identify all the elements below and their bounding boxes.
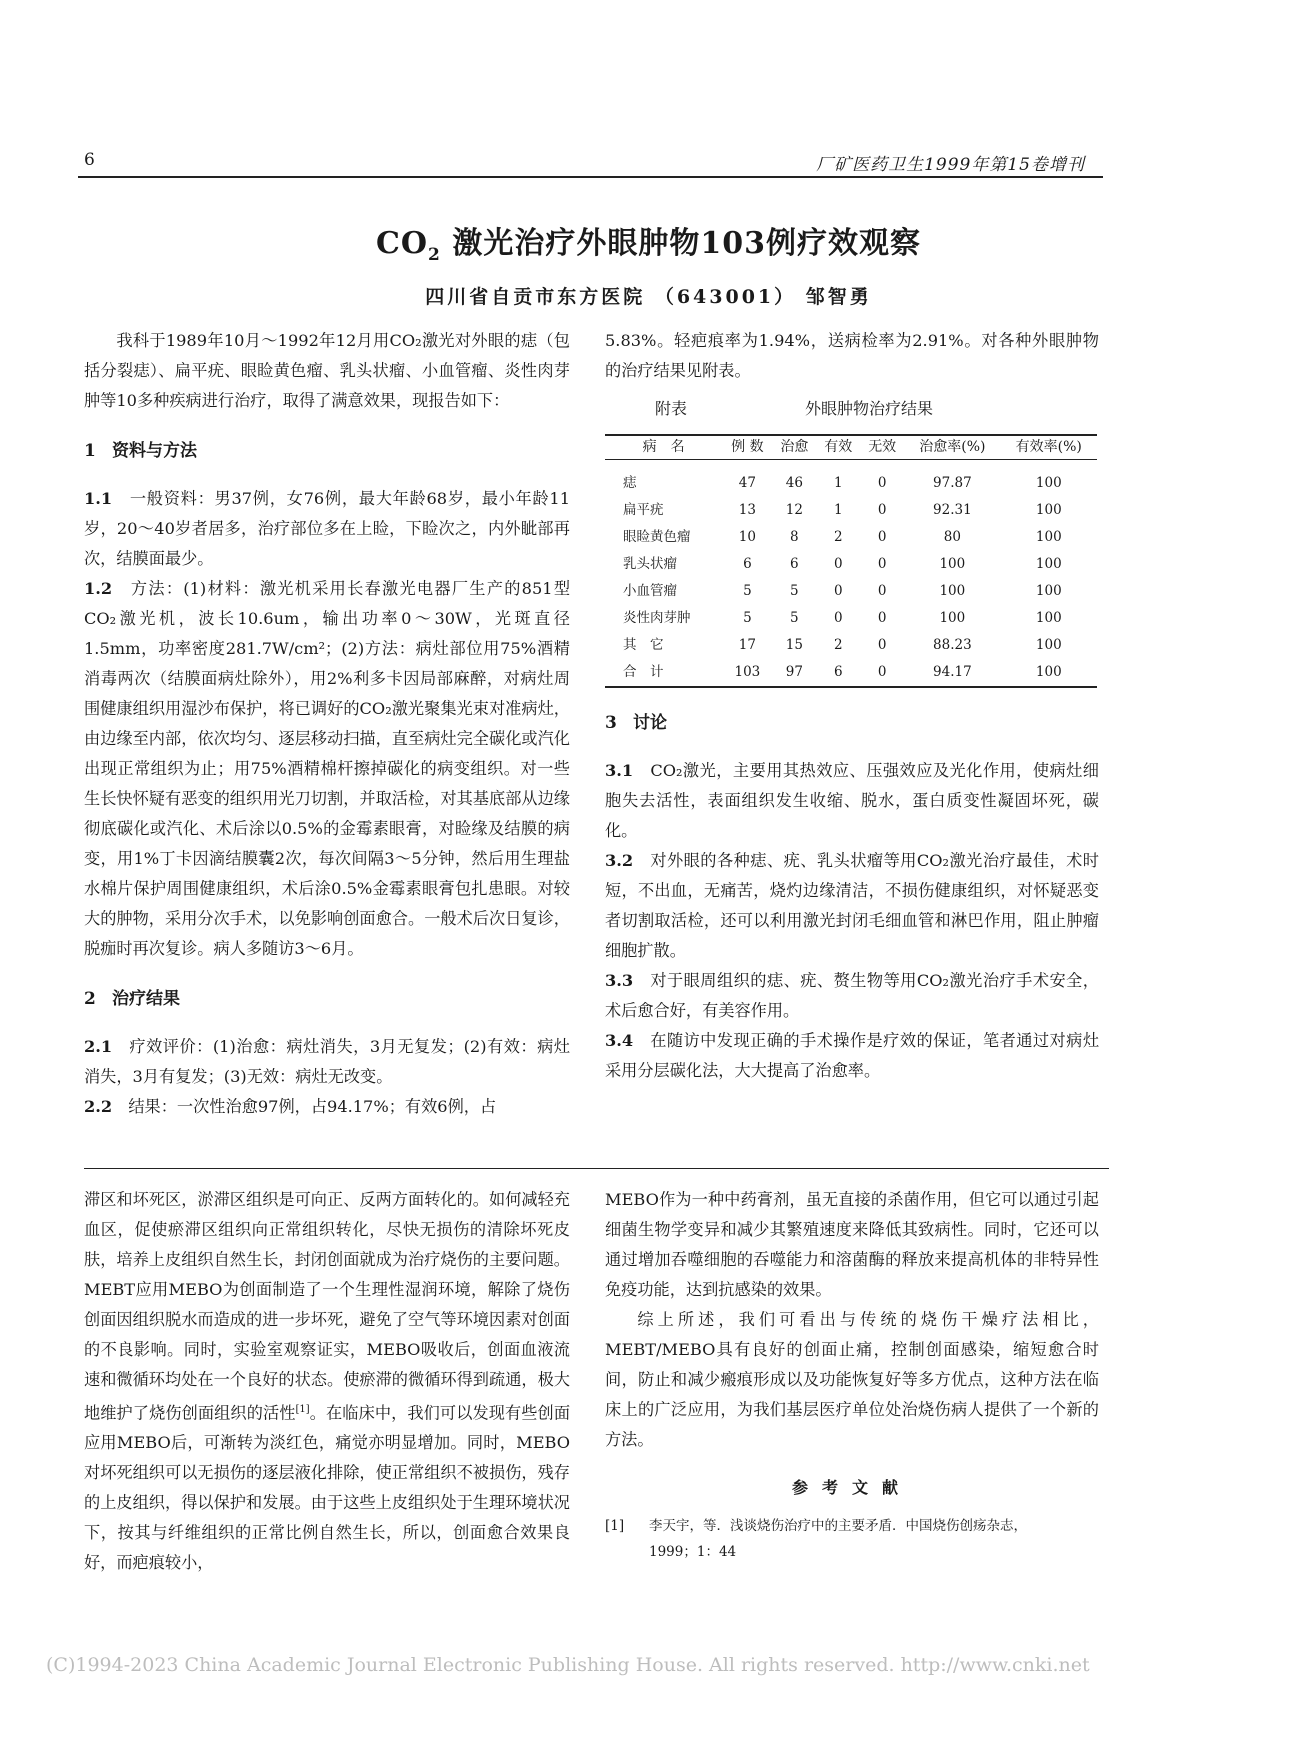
table-cell-name: 其 它 bbox=[623, 637, 664, 653]
table-cell: 100 bbox=[1035, 664, 1062, 680]
table-cell: 100 bbox=[1035, 502, 1062, 518]
table-cell-name: 乳头状瘤 bbox=[623, 556, 677, 572]
table-cell: 0 bbox=[877, 610, 887, 626]
paragraph-2-2 bbox=[84, 1092, 570, 1122]
paragraph-text: 疗效评价：(1)治愈：病灶消失，3月无复发；(2)有效：病灶消失，3月有复发；(3)无效：病灶无改变。 bbox=[84, 1037, 570, 1086]
table-body bbox=[605, 460, 1097, 688]
title-subscript: 2 bbox=[428, 245, 441, 265]
table-cell-name: 扁平疣 bbox=[623, 502, 664, 518]
paragraph-1-2 bbox=[84, 574, 570, 964]
table-cell: 46 bbox=[785, 475, 803, 491]
paragraph-3-2 bbox=[605, 846, 1099, 966]
table-header-cell: 有效率(%) bbox=[1015, 439, 1082, 455]
table-cell: 0 bbox=[833, 556, 843, 572]
table-header-cell: 例 数 bbox=[731, 439, 764, 455]
table-cell: 0 bbox=[877, 529, 887, 545]
table-cell: 10 bbox=[738, 529, 756, 545]
table-cell: 5 bbox=[790, 583, 799, 599]
paragraph-1-1 bbox=[84, 484, 570, 574]
article-divider bbox=[84, 1168, 1109, 1169]
table-header-row bbox=[605, 435, 1097, 460]
paragraph-text: CO₂激光，主要用其热效应、压强效应及光化作用，使病灶细胞失去活性，表面组织发生收缩、脱水，蛋白质变性凝固坏死，碳化。 bbox=[605, 761, 1099, 840]
table-cell: 6 bbox=[743, 556, 752, 572]
references-heading: 参考文献 bbox=[791, 1478, 912, 1497]
table-cell: 103 bbox=[734, 664, 761, 680]
paragraph-text: 滞区和坏死区，淤滞区组织是可向正、反两方面转化的。如何减轻充血区，促使瘀滞区组织向正常组织转化，尽快无损伤的清除坏死皮肤，培养上皮组织自然生长，封闭创面就成为治疗烧伤的主要问题。MEBT应用MEBO为创面制造了一个生理性湿润环境，解除了烧伤创面因组织脱水而造成的进一步坏死，避免了空气等环境因素对创面的不良影响。同时，实验室观察证实，MEBO吸收后，创面血液流速和微循环均处在一个良好的状态。使瘀滞的微循环得到疏通，极大地维护了烧伤创面组织的活性 bbox=[84, 1190, 570, 1423]
copyright-footer: (C)1994-2023 China Academic Journal Electronic Publishing House. All rights reserved. http://www.cnki.net bbox=[46, 1654, 1090, 1676]
table-cell: 0 bbox=[833, 583, 843, 599]
table-cell: 15 bbox=[785, 637, 803, 653]
table-cell: 92.31 bbox=[933, 502, 972, 518]
table-cell: 97 bbox=[785, 664, 803, 680]
left-column bbox=[84, 326, 570, 1122]
continued-paragraph: 5.83%。轻疤痕率为1.94%，送病检率为2.91%。对各种外眼肿物的治疗结果见附表。 bbox=[605, 331, 1099, 380]
table-row bbox=[605, 605, 1097, 632]
subsection-label: 3.2 bbox=[605, 851, 634, 870]
table-cell-name: 炎性肉芽肿 bbox=[623, 610, 691, 626]
table-cell: 0 bbox=[877, 502, 887, 518]
table-cell: 80 bbox=[943, 529, 961, 545]
table-row bbox=[605, 551, 1097, 578]
continued-article-text bbox=[84, 1185, 570, 1578]
mebo-paragraph: MEBO作为一种中药膏剂，虽无直接的杀菌作用，但它可以通过引起细菌生物学变异和减少其繁殖速度来降低其致病性。同时，它还可以通过增加吞噬细胞的吞噬能力和溶菌酶的释放来提高机体的非特异性免疫功能，达到抗感染的效果。 bbox=[605, 1190, 1099, 1299]
table-label: 附表 bbox=[655, 399, 688, 418]
table-title: 外眼肿物治疗结果 bbox=[805, 399, 934, 418]
subsection-label: 3.1 bbox=[605, 761, 634, 780]
right-column bbox=[605, 326, 1099, 1086]
table-cell: 100 bbox=[1035, 475, 1062, 491]
paragraph-text: 结果：一次性治愈97例，占94.17%；有效6例，占 bbox=[128, 1097, 497, 1116]
table-cell: 1 bbox=[833, 502, 843, 518]
table-cell: 100 bbox=[1035, 637, 1062, 653]
table-cell: 100 bbox=[939, 556, 966, 572]
paragraph-text: 对外眼的各种痣、疣、乳头状瘤等用CO₂激光治疗最佳，术时短，不出血，无痛苦，烧灼边缘清洁，不损伤健康组织，对怀疑恶变者切割取活检，还可以利用激光封闭毛细血管和淋巴作用，阻止肿瘤细胞扩散。 bbox=[605, 851, 1099, 960]
paragraph-text: 。在临床中，我们可以发现有些创面应用MEBO后，可渐转为淡红色，痛觉亦明显增加。同时，MEBO对坏死组织可以无损伤的逐层液化排除，使正常组织不被损伤，残存的上皮组织，得以保护和发展。由于这些上皮组织处于生理环境状况下，按其与纤维组织的正常比例自然生长，所以，创面愈合效果良好，而疤痕较小， bbox=[84, 1403, 571, 1573]
reference-item bbox=[605, 1513, 1099, 1565]
subsection-label: 1.2 bbox=[84, 579, 113, 598]
table-cell: 0 bbox=[877, 583, 887, 599]
table-cell-name: 小血管瘤 bbox=[623, 583, 677, 599]
table-cell: 8 bbox=[790, 529, 799, 545]
table-row bbox=[605, 659, 1097, 687]
paragraph-3-4 bbox=[605, 1026, 1099, 1086]
table-cell: 2 bbox=[833, 529, 843, 545]
table-cell: 100 bbox=[1035, 610, 1062, 626]
table-cell: 2 bbox=[833, 637, 843, 653]
paragraph-2-1 bbox=[84, 1032, 570, 1092]
table-cell: 12 bbox=[785, 502, 803, 518]
section-3-heading bbox=[605, 708, 1099, 738]
section-1-heading bbox=[84, 436, 570, 466]
reference-text-continued: 1999；1：44 bbox=[649, 1544, 737, 1560]
subsection-label: 1.1 bbox=[84, 489, 113, 508]
title-co: CO bbox=[376, 226, 429, 261]
lower-left-column bbox=[84, 1185, 570, 1578]
subsection-label: 2.2 bbox=[84, 1097, 113, 1116]
table-cell: 5 bbox=[743, 583, 752, 599]
author-affiliation: 四川省自贡市东方医院 （643001） 邹智勇 bbox=[425, 286, 872, 308]
table-row bbox=[605, 460, 1097, 498]
table-cell: 0 bbox=[877, 475, 887, 491]
table-cell: 100 bbox=[939, 583, 966, 599]
table-header-cell: 无效 bbox=[868, 439, 897, 455]
conclusion-paragraph: 综上所述，我们可看出与传统的烧伤干燥疗法相比，MEBT/MEBO具有良好的创面止痛，控制创面感染，缩短愈合时间，防止和减少瘢痕形成以及功能恢复好等多方优点，这种方法在临床上的广泛应用，为我们基层医疗单位处治烧伤病人提供了一个新的方法。 bbox=[605, 1310, 1099, 1449]
section-title: 治疗结果 bbox=[112, 989, 180, 1009]
table-cell-name: 痣 bbox=[623, 475, 637, 491]
table-cell: 0 bbox=[877, 556, 887, 572]
table-cell: 6 bbox=[790, 556, 799, 572]
table-cell: 88.23 bbox=[933, 637, 972, 653]
table-cell: 0 bbox=[877, 664, 887, 680]
section-number: 3 bbox=[605, 713, 617, 733]
subsection-label: 3.3 bbox=[605, 971, 634, 990]
table-cell: 0 bbox=[833, 610, 843, 626]
table-row bbox=[605, 578, 1097, 605]
table-cell: 97.87 bbox=[933, 475, 972, 491]
section-title: 资料与方法 bbox=[112, 441, 197, 461]
table-cell: 100 bbox=[1035, 529, 1062, 545]
paragraph-text: 在随访中发现正确的手术操作是疗效的保证，笔者通过对病灶采用分层碳化法，大大提高了治愈率。 bbox=[605, 1031, 1100, 1080]
table-cell: 1 bbox=[833, 475, 843, 491]
section-title: 讨论 bbox=[633, 713, 667, 733]
page-number: 6 bbox=[84, 150, 95, 170]
lower-right-column bbox=[605, 1185, 1099, 1565]
table-cell: 47 bbox=[738, 475, 756, 491]
paragraph-3-1 bbox=[605, 756, 1099, 846]
table-cell: 17 bbox=[738, 637, 756, 653]
table-header-cell: 有效 bbox=[824, 439, 853, 455]
paragraph-3-3 bbox=[605, 966, 1099, 1026]
section-number: 2 bbox=[84, 989, 96, 1009]
table-header-cell: 治愈率(%) bbox=[919, 439, 986, 455]
section-number: 1 bbox=[84, 441, 96, 461]
table-header-cell: 治愈 bbox=[780, 439, 809, 455]
article-title bbox=[0, 218, 1297, 265]
reference-number: [1] bbox=[605, 1518, 625, 1534]
table-caption bbox=[605, 394, 1099, 424]
intro-paragraph: 我科于1989年10月～1992年12月用CO₂激光对外眼的痣（包括分裂痣）、扁平疣、眼睑黄色瘤、乳头状瘤、小血管瘤、炎性肉芽肿等10多种疾病进行治疗，取得了满意效果，现报告如下： bbox=[84, 331, 570, 410]
table-cell-name: 眼睑黄色瘤 bbox=[623, 529, 691, 545]
table-row bbox=[605, 497, 1097, 524]
paragraph-text: 对于眼周组织的痣、疣、赘生物等用CO₂激光治疗手术安全，术后愈合好，有美容作用。 bbox=[605, 971, 1099, 1020]
table-cell-name: 合 计 bbox=[623, 664, 664, 680]
subsection-label: 3.4 bbox=[605, 1031, 634, 1050]
table-cell: 5 bbox=[790, 610, 799, 626]
section-2-heading bbox=[84, 984, 570, 1014]
table-cell: 13 bbox=[738, 502, 756, 518]
table-row bbox=[605, 524, 1097, 551]
table-cell: 94.17 bbox=[933, 664, 972, 680]
table-header-cell: 病 名 bbox=[642, 439, 685, 455]
paragraph-text: 方法：(1)材料：激光机采用长春激光电器厂生产的851型CO₂激光机，波长10.6um，输出功率0～30W，光斑直径1.5mm，功率密度281.7W/cm²；(2)方法：病灶部位用75%酒精消毒两次（结膜面病灶除外），用2%利多卡因局部麻醉，对病灶周围健康组织用湿沙布保护，将已调好的CO₂激光聚集光束对准病灶，由边缘至内部，依次均匀、逐层移动扫描，直至病灶完全碳化或汽化出现正常组织为止；用75%酒精棉杆擦掉碳化的病变组织。对一些生长快怀疑有恶变的组织用光刀切割，并取活检，对其基底部从边缘彻底碳化或汽化、术后涂以0.5%的金霉素眼膏，对睑缘及结膜的病变，用1%丁卡因滴结膜囊2次，每次间隔3～5分钟，然后用生理盐水棉片保护周围健康组织，术后涂0.5%金霉素眼膏包扎患眼。对较大的肿物，采用分次手术，以免影响创面愈合。一般术后次日复诊，脱痂时再次复诊。病人多随访3～6月。 bbox=[84, 579, 571, 958]
table-cell: 0 bbox=[877, 637, 887, 653]
table-row bbox=[605, 632, 1097, 659]
table-cell: 100 bbox=[1035, 583, 1062, 599]
table-cell: 100 bbox=[939, 610, 966, 626]
table-cell: 5 bbox=[743, 610, 752, 626]
table-cell: 6 bbox=[833, 664, 843, 680]
title-rest: 激光治疗外眼肿物103例疗效观察 bbox=[440, 226, 921, 261]
citation-marker: [1] bbox=[295, 1404, 310, 1415]
reference-text: 李天宇，等．浅谈烧伤治疗中的主要矛盾．中国烧伤创疡杂志， bbox=[649, 1518, 1027, 1534]
paragraph-text: 一般资料：男37例，女76例，最大年龄68岁，最小年龄11岁，20～40岁者居多，治疗部位多在上睑，下睑次之，内外眦部再次，结膜面最少。 bbox=[84, 489, 571, 568]
header-rule bbox=[78, 176, 1103, 178]
table-cell: 100 bbox=[1035, 556, 1062, 572]
running-header-journal: 厂矿医药卫生1999年第15卷增刊 bbox=[816, 155, 1085, 175]
subsection-label: 2.1 bbox=[84, 1037, 113, 1056]
results-table bbox=[605, 434, 1097, 688]
